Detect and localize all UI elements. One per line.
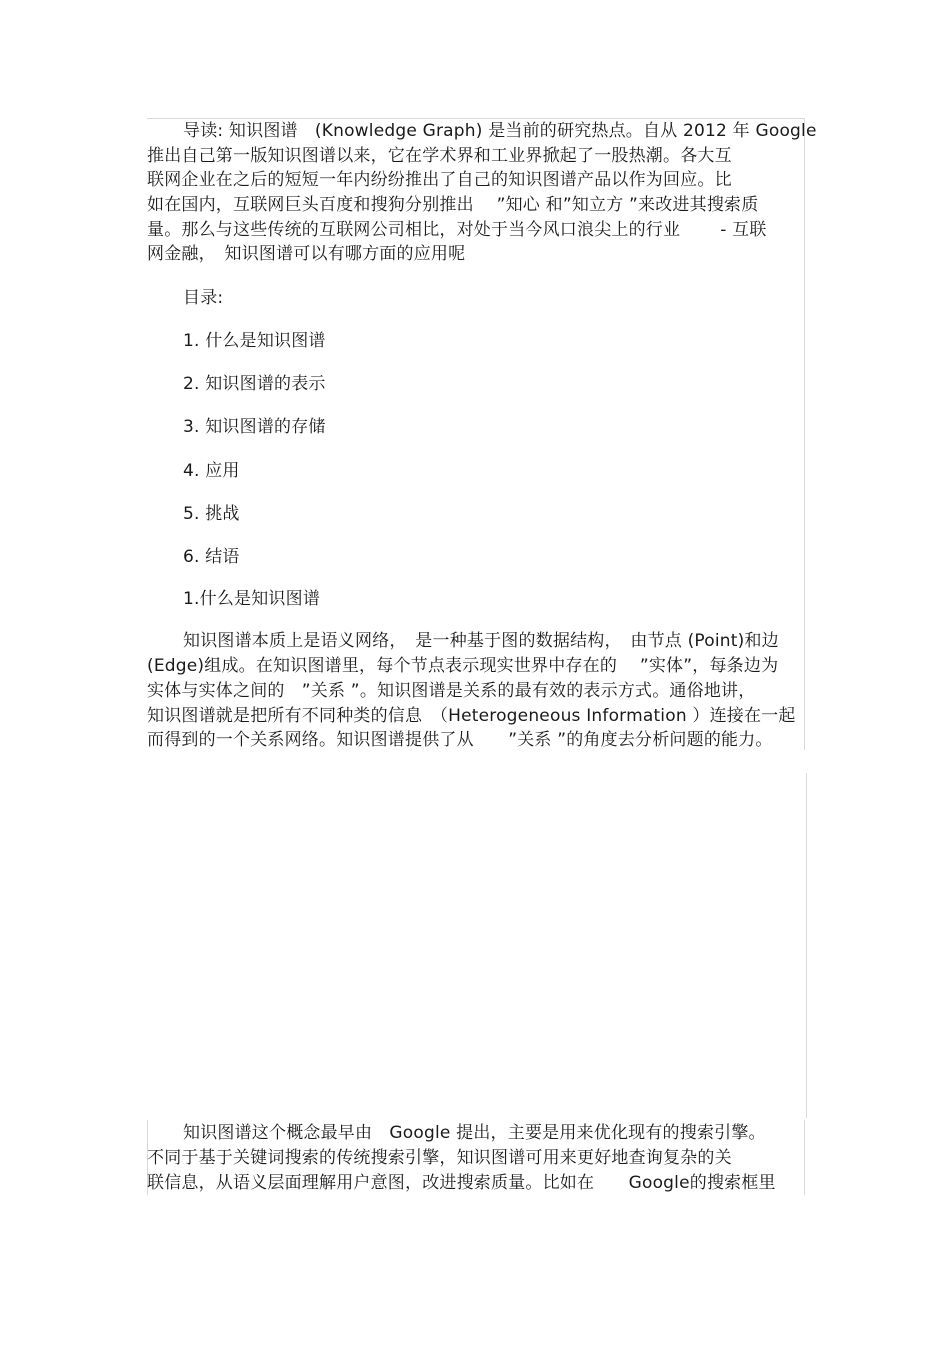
section-1-line-3: 实体与实体之间的 ”关系 ”。知识图谱是关系的最有效的表示方式。通俗地讲， [147, 681, 756, 701]
toc-item-5: 5. 挑战 [183, 504, 240, 524]
frame-top-line [147, 118, 805, 119]
section-2-line-3: 联信息，从语义层面理解用户意图，改进搜索质量。比如在 Google的搜索框里 [147, 1173, 776, 1193]
intro-line-6: 网金融， 知识图谱可以有哪方面的应用呢 [147, 244, 466, 264]
section-2-line-2: 不同于基于关键词搜索的传统搜索引擎，知识图谱可用来更好地查询复杂的关 [147, 1148, 732, 1168]
intro-line-2: 推出自己第一版知识图谱以来，它在学术界和工业界掀起了一股热潮。各大互 [147, 146, 732, 166]
intro-line-1: 导读: 知识图谱 (Knowledge Graph) 是当前的研究热点。自从 2012 年 Google [183, 121, 817, 141]
frame-right-line-lower [804, 1120, 805, 1195]
section-1-line-1: 知识图谱本质上是语义网络， 是一种基于图的数据结构， 由节点 (Point)和边 [183, 631, 779, 651]
toc-item-2: 2. 知识图谱的表示 [183, 374, 326, 394]
toc-heading: 目录: [183, 288, 224, 308]
toc-item-1: 1. 什么是知识图谱 [183, 331, 326, 351]
intro-line-3: 联网企业在之后的短短一年内纷纷推出了自己的知识图谱产品以作为回应。比 [147, 170, 732, 190]
frame-right-line-figure [806, 773, 807, 1118]
intro-line-4: 如在国内，互联网巨头百度和搜狗分别推出 ”知心 和”知立方 ”来改进其搜索质 [147, 195, 759, 215]
figure-placeholder [144, 773, 806, 1118]
section-1-line-5: 而得到的一个关系网络。知识图谱提供了从 ”关系 ”的角度去分析问题的能力。 [147, 730, 773, 750]
section-1-heading: 1.什么是知识图谱 [183, 589, 321, 609]
toc-item-6: 6. 结语 [183, 547, 240, 567]
toc-item-3: 3. 知识图谱的存储 [183, 417, 326, 437]
toc-item-4: 4. 应用 [183, 461, 240, 481]
intro-line-5: 量。那么与这些传统的互联网公司相比，对处于当今风口浪尖上的行业 - 互联 [147, 220, 767, 240]
section-2-line-1: 知识图谱这个概念最早由 Google 提出，主要是用来优化现有的搜索引擎。 [183, 1123, 766, 1143]
section-1-line-2: (Edge)组成。在知识图谱里，每个节点表示现实世界中存在的 ”实体”，每条边为 [147, 656, 779, 676]
section-1-line-4: 知识图谱就是把所有不同种类的信息 （Heterogeneous Information ）连接在一起 [147, 706, 796, 726]
frame-right-line-upper [804, 118, 805, 750]
